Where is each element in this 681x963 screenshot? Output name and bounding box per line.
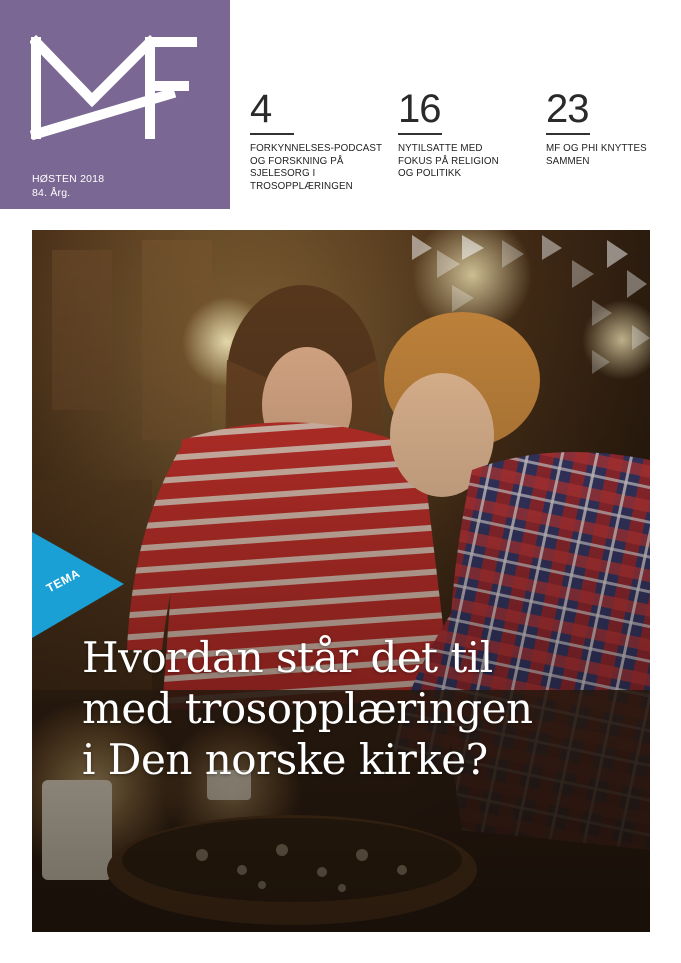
headline-line: i Den norske kirke? bbox=[82, 735, 488, 784]
teaser-2[interactable] bbox=[398, 88, 508, 181]
cover-headline[interactable] bbox=[82, 632, 642, 785]
teaser-text: NYTILSATTE MED FOKUS PÅ RELIGION OG POLITIKK bbox=[398, 143, 499, 179]
masthead-block bbox=[0, 0, 230, 209]
teaser-text: FORKYNNELSES-PODCAST OG FORSKNING PÅ SJELESORG I TROSOPPLÆRINGEN bbox=[250, 143, 382, 192]
teaser-divider bbox=[398, 133, 442, 135]
teaser-divider bbox=[250, 133, 294, 135]
issue-volume: 84. Årg. bbox=[32, 187, 71, 199]
tema-label: TEMA bbox=[44, 566, 83, 596]
issue-season: HØSTEN 2018 bbox=[32, 173, 105, 185]
teaser-text: MF OG PHI KNYTTES SAMMEN bbox=[546, 143, 647, 167]
teaser-page-number: 23 bbox=[546, 87, 589, 131]
teaser-1[interactable] bbox=[250, 88, 390, 193]
teaser-page-number: 16 bbox=[398, 87, 441, 131]
cover-photo bbox=[32, 230, 650, 932]
mf-logo bbox=[30, 34, 200, 142]
teaser-3[interactable] bbox=[546, 88, 656, 168]
headline-line: Hvordan står det til bbox=[82, 633, 493, 682]
teaser-divider bbox=[546, 133, 590, 135]
teaser-page-number: 4 bbox=[250, 87, 272, 131]
headline-line: med trosopplæringen bbox=[82, 684, 533, 733]
issue-info bbox=[32, 172, 104, 200]
